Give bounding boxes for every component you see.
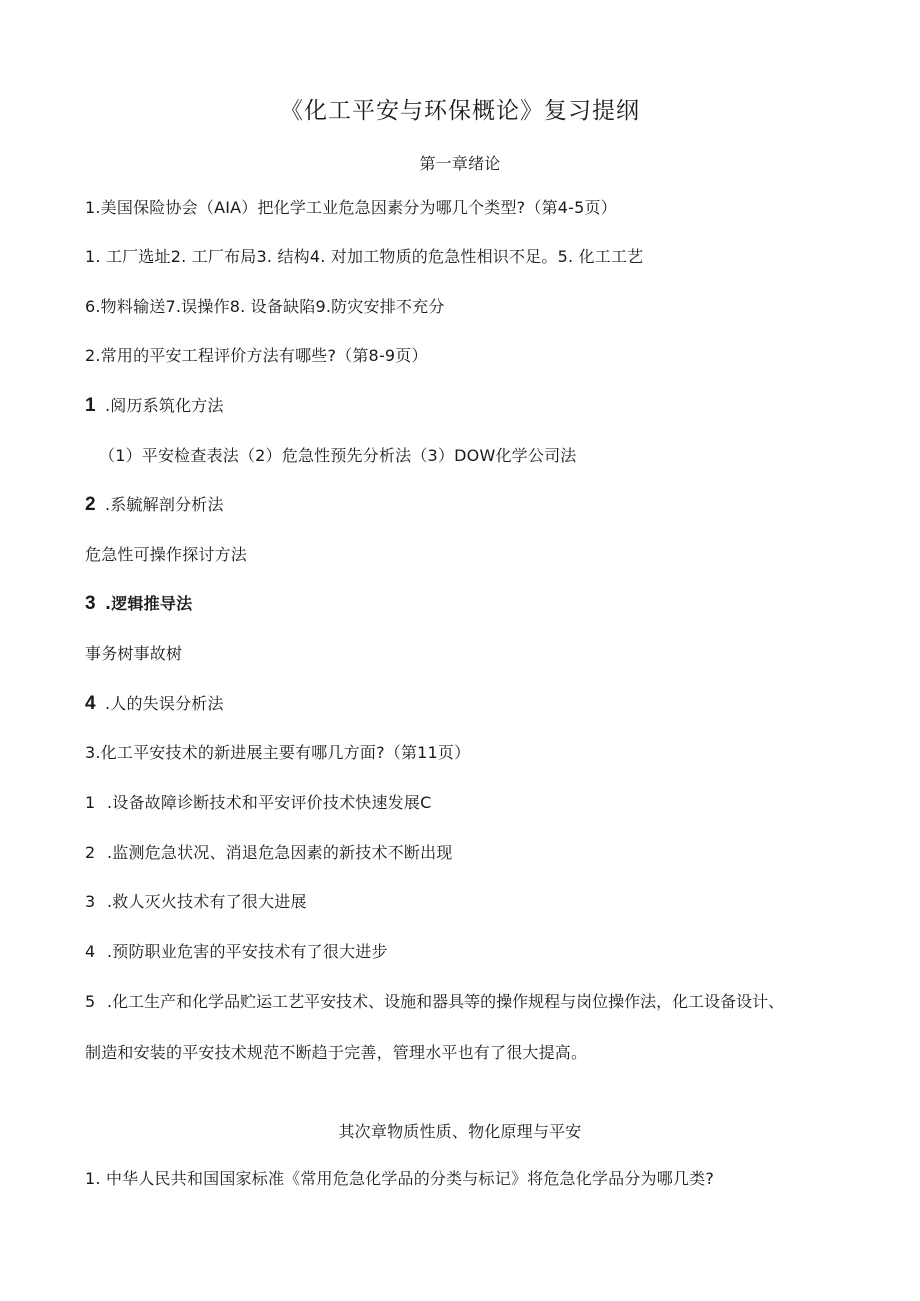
advance-2	[85, 843, 453, 863]
question-1-answer-line-2: 6.物料输送7.误操作8. 设备缺陷9.防灾安排不充分	[85, 297, 445, 316]
method-4	[85, 694, 224, 714]
method-1	[85, 396, 224, 416]
advance-4-number: 4	[85, 942, 96, 961]
chapter-2-heading: 其次章物质性质、物化原理与平安	[338, 1122, 582, 1141]
advance-1-text: .设备故障诊断技术和平安评价技术快速发展C	[107, 793, 432, 812]
method-3	[85, 594, 192, 614]
advance-2-number: 2	[85, 843, 96, 862]
advance-4-text: .预防职业危害的平安技术有了很大进步	[107, 942, 388, 961]
method-2-text: .系毓解剖分析法	[105, 495, 224, 514]
advance-3	[85, 892, 307, 912]
question-1-answer-line-1: 1. 工厂选址2. 工厂布局3. 结构4. 对加工物质的危急性相识不足。5. 化工工艺	[85, 247, 644, 266]
method-3-text: .逻辑推导法	[105, 594, 193, 613]
advance-3-text: .救人灭火技术有了很大进展	[107, 892, 307, 911]
advance-5	[85, 992, 784, 1012]
advance-1-number: 1	[85, 793, 96, 812]
chapter-2-question-1: 1. 中华人民共和国国家标准《常用危急化学品的分类与标记》将危急化学品分为哪几类?	[85, 1169, 715, 1188]
method-1-number: 1	[85, 395, 96, 416]
question-3: 3.化工平安技术的新进展主要有哪几方面?（第11页）	[85, 743, 471, 762]
chapter-1-heading: 第一章绪论	[419, 154, 501, 173]
question-1: 1.美国保险协会（AIA）把化学工业危急因素分为哪几个类型?（第4-5页）	[85, 198, 617, 217]
advance-5-number: 5	[85, 992, 96, 1011]
method-2-number: 2	[85, 494, 96, 515]
method-3-detail: 事务树事故树	[85, 644, 183, 663]
method-2	[85, 495, 224, 515]
advance-1	[85, 793, 431, 813]
method-3-number: 3	[85, 593, 96, 614]
method-2-detail: 危急性可操作探讨方法	[85, 545, 248, 564]
method-1-text: .阅历系筑化方法	[105, 396, 224, 415]
advance-3-number: 3	[85, 892, 96, 911]
document-title: 《化工平安与环保概论》复习提纲	[280, 98, 640, 124]
question-2: 2.常用的平安工程评价方法有哪些?（第8-9页）	[85, 346, 428, 365]
advance-5-continuation: 制造和安装的平安技术规范不断趋于完善，管理水平也有了很大提高。	[85, 1043, 588, 1062]
method-1-detail: （1）平安检查表法（2）危急性预先分析法（3）DOW化学公司法	[99, 446, 577, 465]
advance-2-text: .监测危急状况、消退危急因素的新技术不断出现	[107, 843, 453, 862]
method-4-number: 4	[85, 693, 96, 714]
method-4-text: .人的失误分析法	[105, 694, 224, 713]
advance-4	[85, 942, 388, 962]
advance-5-text: .化工生产和化学品贮运工艺平安技术、设施和器具等的操作规程与岗位操作法，化工设备设计、	[107, 992, 785, 1011]
